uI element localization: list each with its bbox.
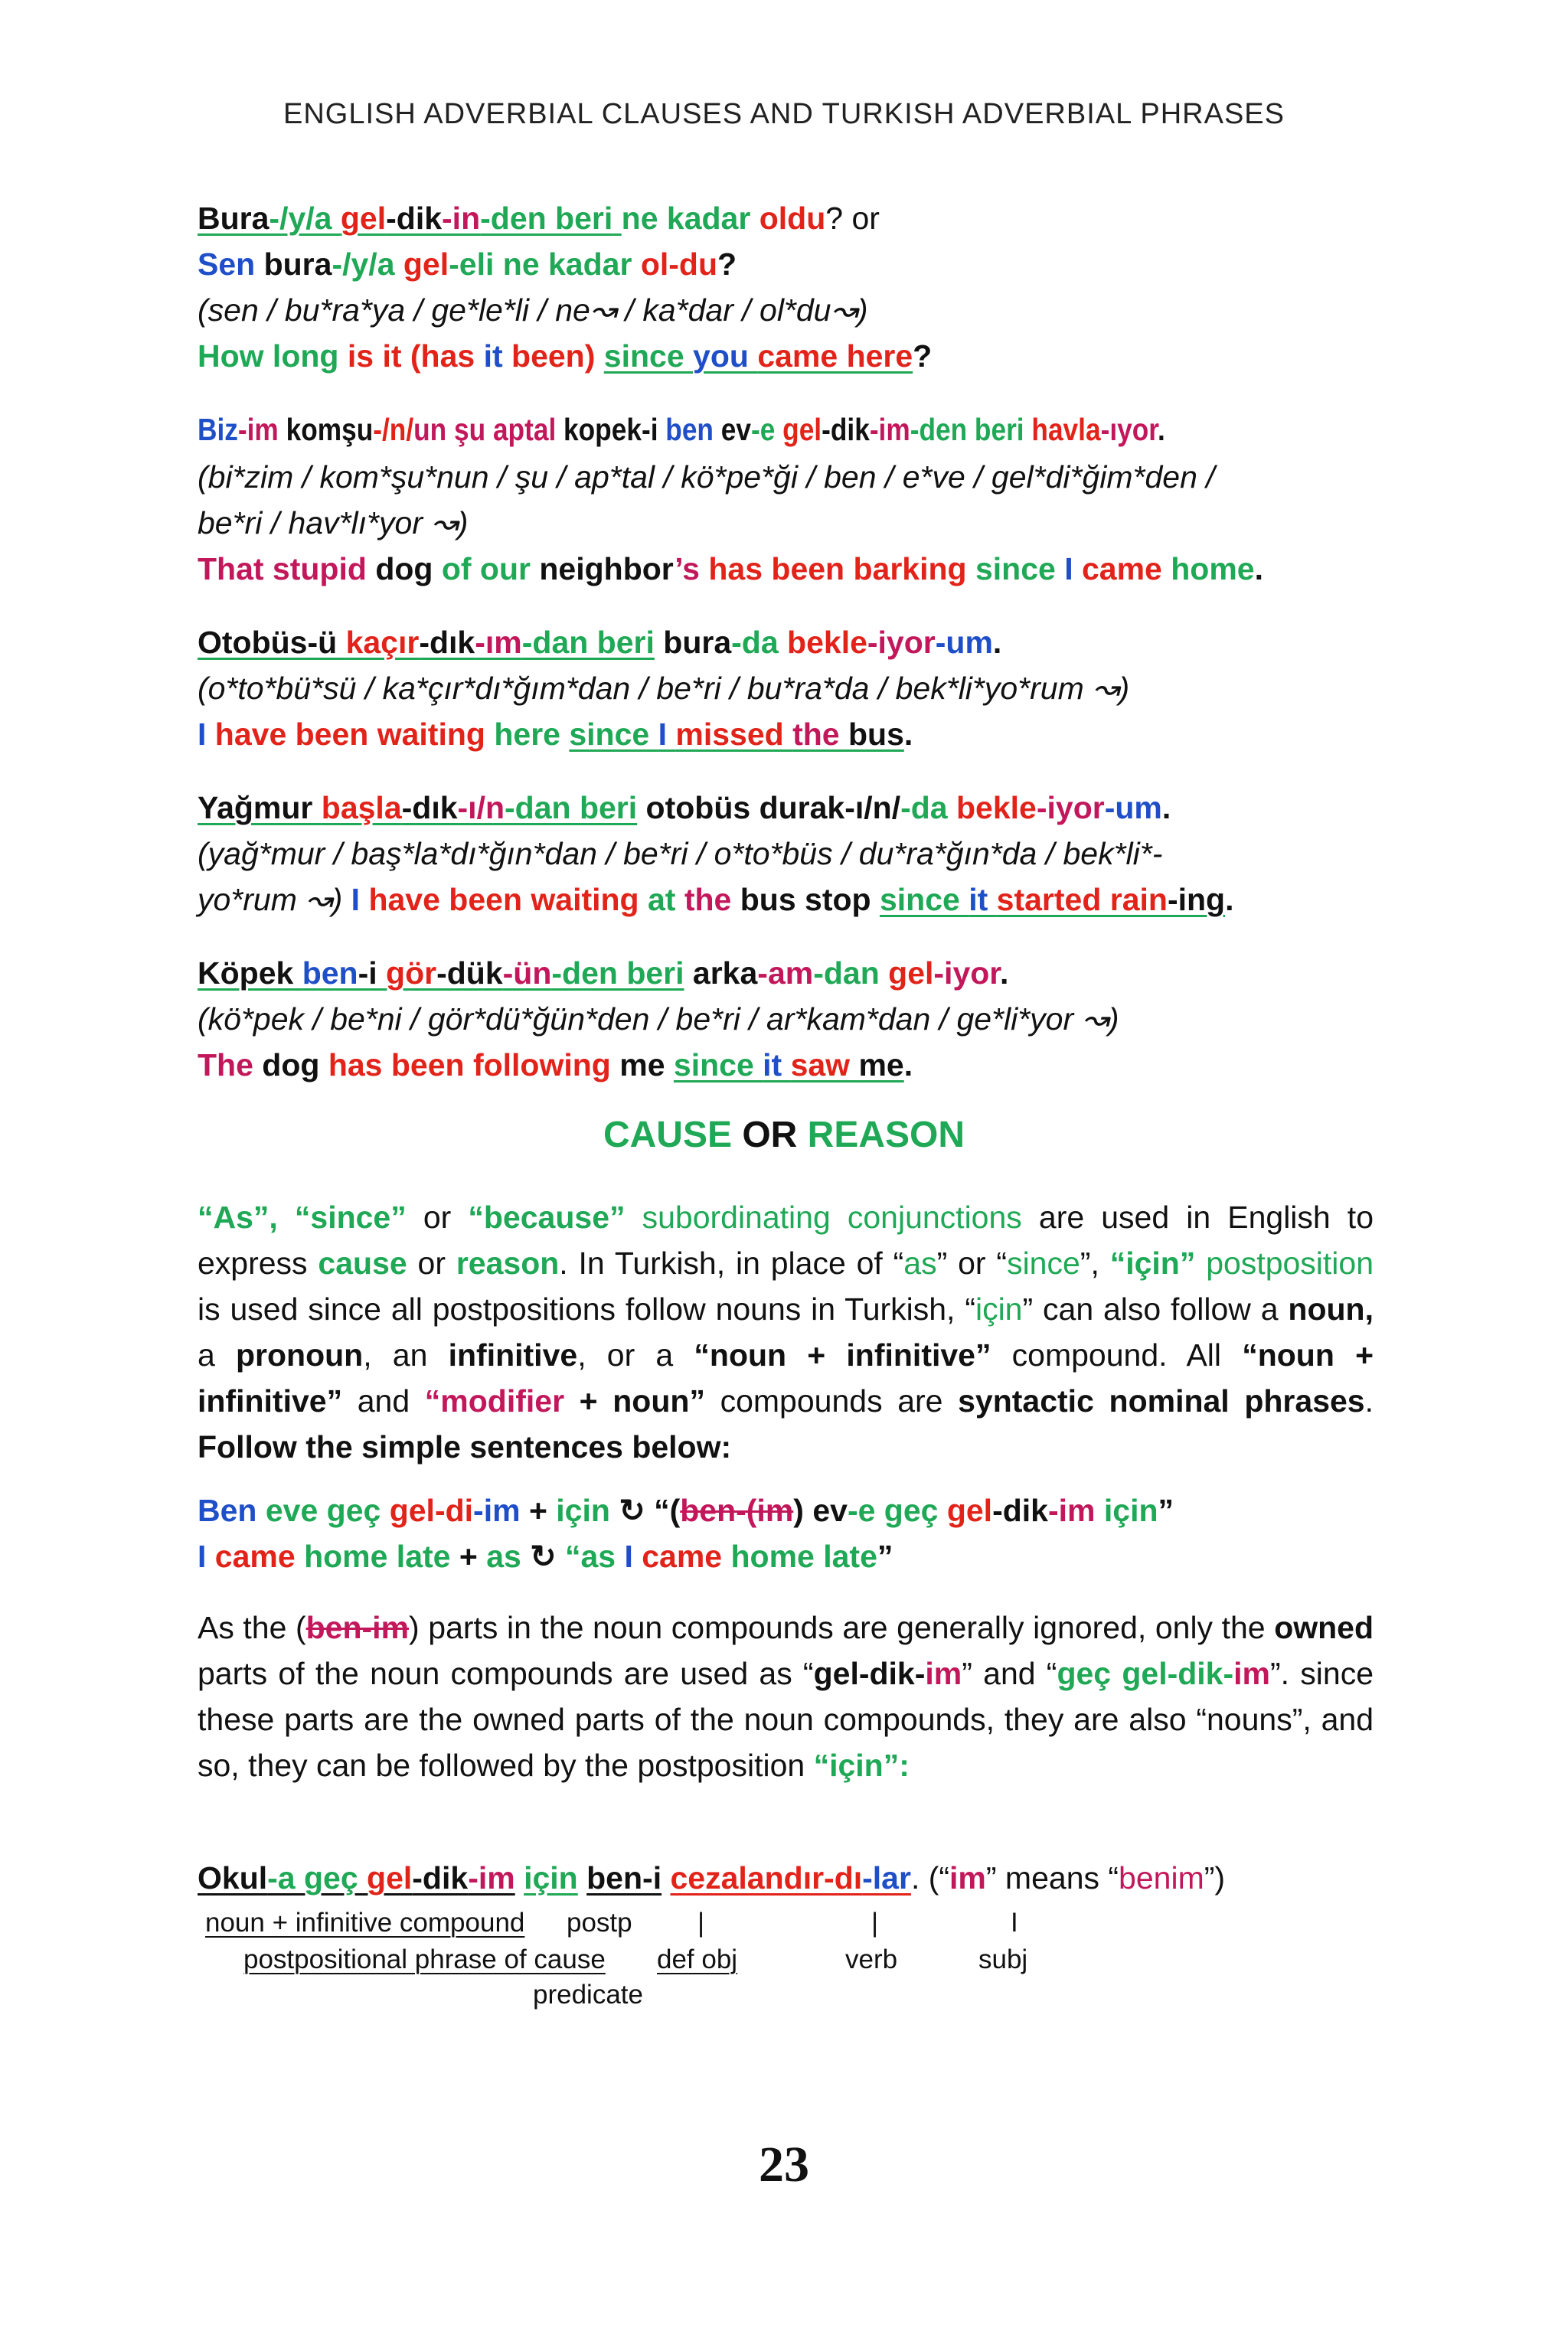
phrase: owned xyxy=(1274,1610,1374,1645)
word: gör xyxy=(386,955,437,991)
word: home late xyxy=(304,1539,459,1574)
phrase: + noun” xyxy=(564,1383,705,1419)
annotation-subj: subj xyxy=(978,1945,1028,1974)
ex1-line1 xyxy=(198,201,880,237)
suffix: -lar xyxy=(862,1860,911,1896)
word: şu aptal xyxy=(453,412,564,447)
phrase: cause xyxy=(318,1246,407,1281)
ex3-line1 xyxy=(198,625,1001,661)
word: you xyxy=(693,338,758,374)
word: için xyxy=(524,1860,578,1896)
phrase: are used in English to express xyxy=(198,1200,1374,1281)
suffix: -den beri xyxy=(910,412,1032,447)
cycle-arrow-icon: ↻ xyxy=(530,1539,565,1574)
phrase: since xyxy=(1007,1246,1080,1281)
word: me xyxy=(858,1047,904,1082)
word: bus xyxy=(848,717,904,752)
suffix: -ün xyxy=(502,955,552,991)
word: How long xyxy=(198,338,348,374)
word: gel xyxy=(946,1493,993,1528)
word: the xyxy=(792,717,848,752)
suffix: -dan beri xyxy=(505,790,638,825)
word: için xyxy=(1103,1493,1158,1528)
suffix: -eli ne kadar xyxy=(449,247,641,282)
phrase: , an xyxy=(363,1337,449,1373)
suffix: -ü xyxy=(307,625,346,660)
running-header: ENGLISH ADVERBIAL CLAUSES AND TURKISH ADVERBIAL PHRASES xyxy=(283,98,1285,130)
paragraph-owned-parts xyxy=(198,1605,1374,1788)
ex5-pronunciation: (kö*pek / be*ni / gör*dü*ğün*den / be*ri / ar*kam*dan / ge*li*yor ↝) xyxy=(198,1001,1119,1037)
phrase: syntactic nominal phrases xyxy=(958,1383,1365,1419)
word: + xyxy=(520,1493,557,1528)
word: otobüs durak xyxy=(637,790,845,825)
spacer-text xyxy=(662,1860,670,1896)
ex5-line1 xyxy=(198,955,1008,991)
word: has been following xyxy=(328,1047,620,1082)
phrase: “modifier xyxy=(424,1383,565,1419)
ex1-pronunciation: (sen / bu*ra*ya / ge*le*li / ne↝ / ka*dar / ol*du↝) xyxy=(198,292,868,328)
suffix: -ıyor xyxy=(1100,412,1158,447)
heading-word: REASON xyxy=(807,1115,965,1155)
annotation-predicate: predicate xyxy=(533,1980,643,2010)
word: kopek xyxy=(564,412,642,447)
phrase: pronoun xyxy=(236,1337,364,1373)
cycle-arrow-icon: ↻ xyxy=(609,1493,655,1528)
suffix: -den beri xyxy=(551,955,684,991)
word: home late xyxy=(730,1539,877,1574)
word: gel xyxy=(389,1493,435,1528)
word: is it xyxy=(347,338,410,374)
phrase: parts of the noun compounds are used as “ xyxy=(198,1656,814,1691)
word: gel xyxy=(340,201,387,236)
word: “as xyxy=(564,1539,625,1574)
suffix: -im xyxy=(468,1860,515,1896)
page-number: 23 xyxy=(759,2137,809,2193)
phrase: im xyxy=(925,1656,962,1691)
phrase: “noun + infinitive” xyxy=(198,1337,1374,1419)
suffix: -ım xyxy=(475,625,522,660)
word: bura xyxy=(263,247,332,282)
word: gel xyxy=(888,955,934,991)
word: gel xyxy=(782,412,822,447)
word: Sen xyxy=(198,247,264,282)
word: ) xyxy=(793,1493,813,1528)
word: I xyxy=(198,1539,215,1574)
phrase: im xyxy=(1233,1656,1270,1691)
phrase: as xyxy=(903,1246,937,1281)
phrase: için xyxy=(975,1291,1023,1327)
suffix: -dık xyxy=(401,790,458,825)
phrase: ) parts in the noun compounds are generally ignored, only the xyxy=(409,1610,1275,1645)
word: it xyxy=(483,338,512,374)
word: ben xyxy=(302,955,358,991)
word: . xyxy=(903,717,913,752)
word: . (“ xyxy=(910,1860,950,1896)
annotation-bar-1: | xyxy=(697,1908,705,1938)
suffix: -dük xyxy=(436,955,503,991)
phrase: subordinating conjunctions xyxy=(625,1200,1022,1235)
word: came xyxy=(642,1539,731,1574)
word: arka xyxy=(684,955,758,991)
word: been) xyxy=(511,338,604,374)
suffix: -da xyxy=(900,790,957,825)
phrase: reason xyxy=(456,1246,560,1281)
word: Köpek xyxy=(198,955,302,991)
word: . xyxy=(1225,882,1234,917)
word: ben xyxy=(665,412,721,447)
word: I xyxy=(1064,551,1082,586)
word: have been waiting xyxy=(214,717,495,752)
phrase: ” can also follow a xyxy=(1022,1291,1289,1327)
suffix: -dık xyxy=(419,625,475,660)
suffix: -im xyxy=(473,1493,521,1528)
suffix: -im xyxy=(1047,1493,1104,1528)
heading-word: CAUSE xyxy=(603,1115,732,1155)
word: -a geç xyxy=(267,1860,368,1896)
ex6-line1 xyxy=(198,1493,1174,1529)
word: havla xyxy=(1031,412,1101,447)
suffix: -e xyxy=(751,412,783,447)
word: im xyxy=(949,1860,986,1896)
phrase: geç gel-dik- xyxy=(1057,1656,1234,1691)
word: ” xyxy=(1158,1493,1174,1528)
ex4-line1 xyxy=(198,790,1171,826)
word: came here xyxy=(757,338,913,374)
word: (has xyxy=(410,338,484,374)
suffix: -/y/a xyxy=(332,247,403,282)
phrase: gel-dik- xyxy=(813,1656,926,1691)
word: oldu xyxy=(759,201,826,236)
phrase: “As”, “since” xyxy=(198,1200,407,1235)
section-heading xyxy=(0,1114,1568,1156)
phrase: . All xyxy=(1158,1337,1243,1373)
word: Ben xyxy=(198,1493,266,1528)
word: ” xyxy=(877,1539,893,1574)
phrase: , or a xyxy=(577,1337,694,1373)
annotation-noun-infinitive: noun + infinitive compound xyxy=(205,1908,525,1938)
phrase: and xyxy=(342,1383,425,1419)
word: I xyxy=(658,717,676,752)
ex1-translation xyxy=(198,338,932,374)
phrase: is used since all postpositions follow nouns in Turkish, “ xyxy=(198,1291,975,1327)
phrase: . In Turkish, in place of “ xyxy=(559,1246,904,1281)
suffix: -ı/n/ xyxy=(844,790,901,825)
suffix: -i xyxy=(358,955,387,991)
word: here xyxy=(494,717,570,752)
suffix: -um xyxy=(935,625,993,660)
phrase: ben-im xyxy=(305,1610,410,1645)
word: started rain xyxy=(996,882,1168,917)
phrase: As the ( xyxy=(198,1610,306,1645)
ex7-line1 xyxy=(198,1860,1225,1896)
word: of our xyxy=(441,551,540,586)
suffix: -dik xyxy=(822,412,870,447)
word: “( xyxy=(654,1493,681,1528)
suffix: -dik xyxy=(412,1860,469,1896)
word: ”) xyxy=(1204,1860,1226,1896)
suffix: -da xyxy=(731,625,788,660)
suffix: -iyor xyxy=(867,625,936,660)
word: ne kadar xyxy=(621,201,760,236)
word: . xyxy=(992,625,1002,660)
word: since xyxy=(673,1047,763,1082)
phrase: ” or “ xyxy=(936,1246,1008,1281)
word: ol-du xyxy=(640,247,717,282)
word: the xyxy=(684,882,740,917)
suffix: -um xyxy=(1104,790,1162,825)
word: bura xyxy=(654,625,732,660)
word: . xyxy=(1254,551,1264,586)
phrase: infinitive xyxy=(448,1337,578,1373)
word: + xyxy=(459,1539,487,1574)
word: ? xyxy=(717,247,737,282)
word: it xyxy=(969,882,997,917)
suffix: -ing xyxy=(1167,882,1226,917)
ex2-pronunciation-1: (bi*zim / kom*şu*nun / şu / ap*tal / kö*pe*ği / ben / e*ve / gel*di*ğim*den / xyxy=(198,459,1215,495)
word: neighbor xyxy=(539,551,675,586)
suffix: -i xyxy=(642,1860,662,1896)
phrase: Follow the simple sentences below: xyxy=(198,1429,732,1465)
word: has been barking xyxy=(708,551,975,586)
phrase: “noun + infinitive” xyxy=(694,1337,991,1373)
ex3-translation xyxy=(198,717,913,753)
word: yo*rum ↝) xyxy=(198,882,351,917)
paragraph-cause-reason xyxy=(198,1194,1374,1470)
ex4-pronunciation-1: (yağ*mur / baş*la*dı*ğın*dan / be*ri / o*to*büs / du*ra*ğın*da / bek*li*- xyxy=(198,836,1163,871)
phrase: “için” xyxy=(1109,1246,1196,1281)
annotation-postp: postp xyxy=(567,1908,632,1938)
word: since xyxy=(879,882,969,917)
phrase: “için”: xyxy=(813,1748,910,1783)
suffix: -in xyxy=(442,201,481,236)
phrase: ”. since these parts are the owned parts of the noun compounds, they are also “nouns”, and so, they can be followed by the postposition xyxy=(198,1656,1374,1783)
word: Okul xyxy=(198,1860,268,1896)
word: have been waiting xyxy=(368,882,648,917)
suffix: -(im xyxy=(736,1493,794,1528)
word: ” means “ xyxy=(985,1860,1119,1896)
word: The xyxy=(198,1047,263,1082)
suffix: ’s xyxy=(675,551,709,586)
word: ben xyxy=(680,1493,737,1528)
word: at xyxy=(648,882,684,917)
annotation-postpositional-phrase: postpositional phrase of cause xyxy=(243,1945,606,1974)
word: Yağmur xyxy=(198,790,322,825)
word: . xyxy=(1000,955,1009,991)
word: home xyxy=(1171,551,1255,586)
word: since xyxy=(569,717,658,752)
suffix: -dan beri xyxy=(521,625,655,660)
word: başla xyxy=(321,790,402,825)
word: it xyxy=(763,1047,791,1082)
suffix: -im xyxy=(869,412,910,447)
phrase: postposition xyxy=(1195,1246,1374,1281)
ex6-line2 xyxy=(198,1539,893,1575)
word: Bura xyxy=(198,201,270,236)
ex1-line2 xyxy=(198,247,737,282)
ex2-pronunciation-2: be*ri / hav*lı*yor ↝) xyxy=(198,505,469,540)
suffix: -im xyxy=(237,412,286,447)
word: That stupid xyxy=(198,551,376,586)
ex3-pronunciation: (o*to*bü*sü / ka*çır*dı*ğım*dan / be*ri / bu*ra*da / bek*li*yo*rum ↝) xyxy=(198,671,1130,706)
suffix: -iyor xyxy=(933,955,1000,991)
word: I xyxy=(198,717,215,752)
ex2-translation xyxy=(198,551,1263,587)
word: Otobüs xyxy=(198,625,308,660)
word: bekle xyxy=(787,625,867,660)
phrase: ” and “ xyxy=(962,1656,1057,1691)
word: dog xyxy=(375,551,442,586)
word: gel xyxy=(403,247,449,282)
word: ? or xyxy=(825,201,880,236)
word: Biz xyxy=(198,412,238,447)
suffix: -den beri xyxy=(480,201,613,236)
annotation-def-obj: def obj xyxy=(657,1945,738,1974)
word: came xyxy=(1082,551,1171,586)
word: ben xyxy=(586,1860,643,1896)
suffix: -/y/a xyxy=(269,201,332,236)
suffix: un xyxy=(413,412,454,447)
suffix: -dik xyxy=(992,1493,1048,1528)
word: için xyxy=(556,1493,610,1528)
ex4-translation xyxy=(198,882,1234,918)
word: ev xyxy=(812,1493,848,1528)
suffix: -i xyxy=(641,412,666,447)
phrase: . xyxy=(1364,1383,1374,1419)
suffix: -dik xyxy=(386,201,443,236)
word: benim xyxy=(1119,1860,1204,1896)
word: ? xyxy=(913,338,933,374)
word: cezalandır-dı xyxy=(670,1860,863,1896)
word: kaçır xyxy=(345,625,420,660)
word: . xyxy=(1161,790,1171,825)
phrase: ”, xyxy=(1080,1246,1110,1281)
spacer-text xyxy=(515,1860,524,1896)
word: eve geç xyxy=(265,1493,390,1528)
phrase: compound xyxy=(991,1337,1159,1373)
word: dog xyxy=(262,1047,328,1082)
word: I xyxy=(624,1539,642,1574)
word: saw xyxy=(790,1047,859,1082)
suffix: -iyor xyxy=(1036,790,1105,825)
word: I xyxy=(351,882,369,917)
word: since xyxy=(603,338,694,374)
annotation-bar-2: | xyxy=(871,1908,879,1938)
word: -e geç xyxy=(847,1493,947,1528)
ex5-translation xyxy=(198,1047,913,1083)
suffix: -ı/n xyxy=(457,790,505,825)
ex2-line1 xyxy=(198,412,1323,448)
word: . xyxy=(1158,412,1165,447)
spacer-text xyxy=(578,1860,586,1896)
annotation-bar-3: I xyxy=(1011,1908,1018,1938)
word: komşu xyxy=(286,412,374,447)
word: gel xyxy=(367,1860,413,1896)
word: bekle xyxy=(956,790,1037,825)
phrase: or xyxy=(406,1200,469,1235)
phrase: “because” xyxy=(468,1200,626,1235)
suffix: -di xyxy=(434,1493,474,1528)
word: came xyxy=(214,1539,305,1574)
phrase: a xyxy=(198,1337,236,1373)
suffix: -dan xyxy=(813,955,889,991)
word: bus stop xyxy=(740,882,880,917)
phrase: noun, xyxy=(1288,1291,1374,1327)
word: me xyxy=(619,1047,674,1082)
word: ev xyxy=(720,412,752,447)
word: since xyxy=(975,551,1065,586)
suffix: -/n/ xyxy=(373,412,414,447)
phrase: compounds are xyxy=(704,1383,959,1419)
word: . xyxy=(903,1047,913,1082)
phrase: or xyxy=(407,1246,456,1281)
word: missed xyxy=(675,717,793,752)
annotation-verb: verb xyxy=(845,1945,898,1974)
word: as xyxy=(486,1539,531,1574)
heading-word: OR xyxy=(732,1115,808,1155)
suffix: -am xyxy=(757,955,814,991)
